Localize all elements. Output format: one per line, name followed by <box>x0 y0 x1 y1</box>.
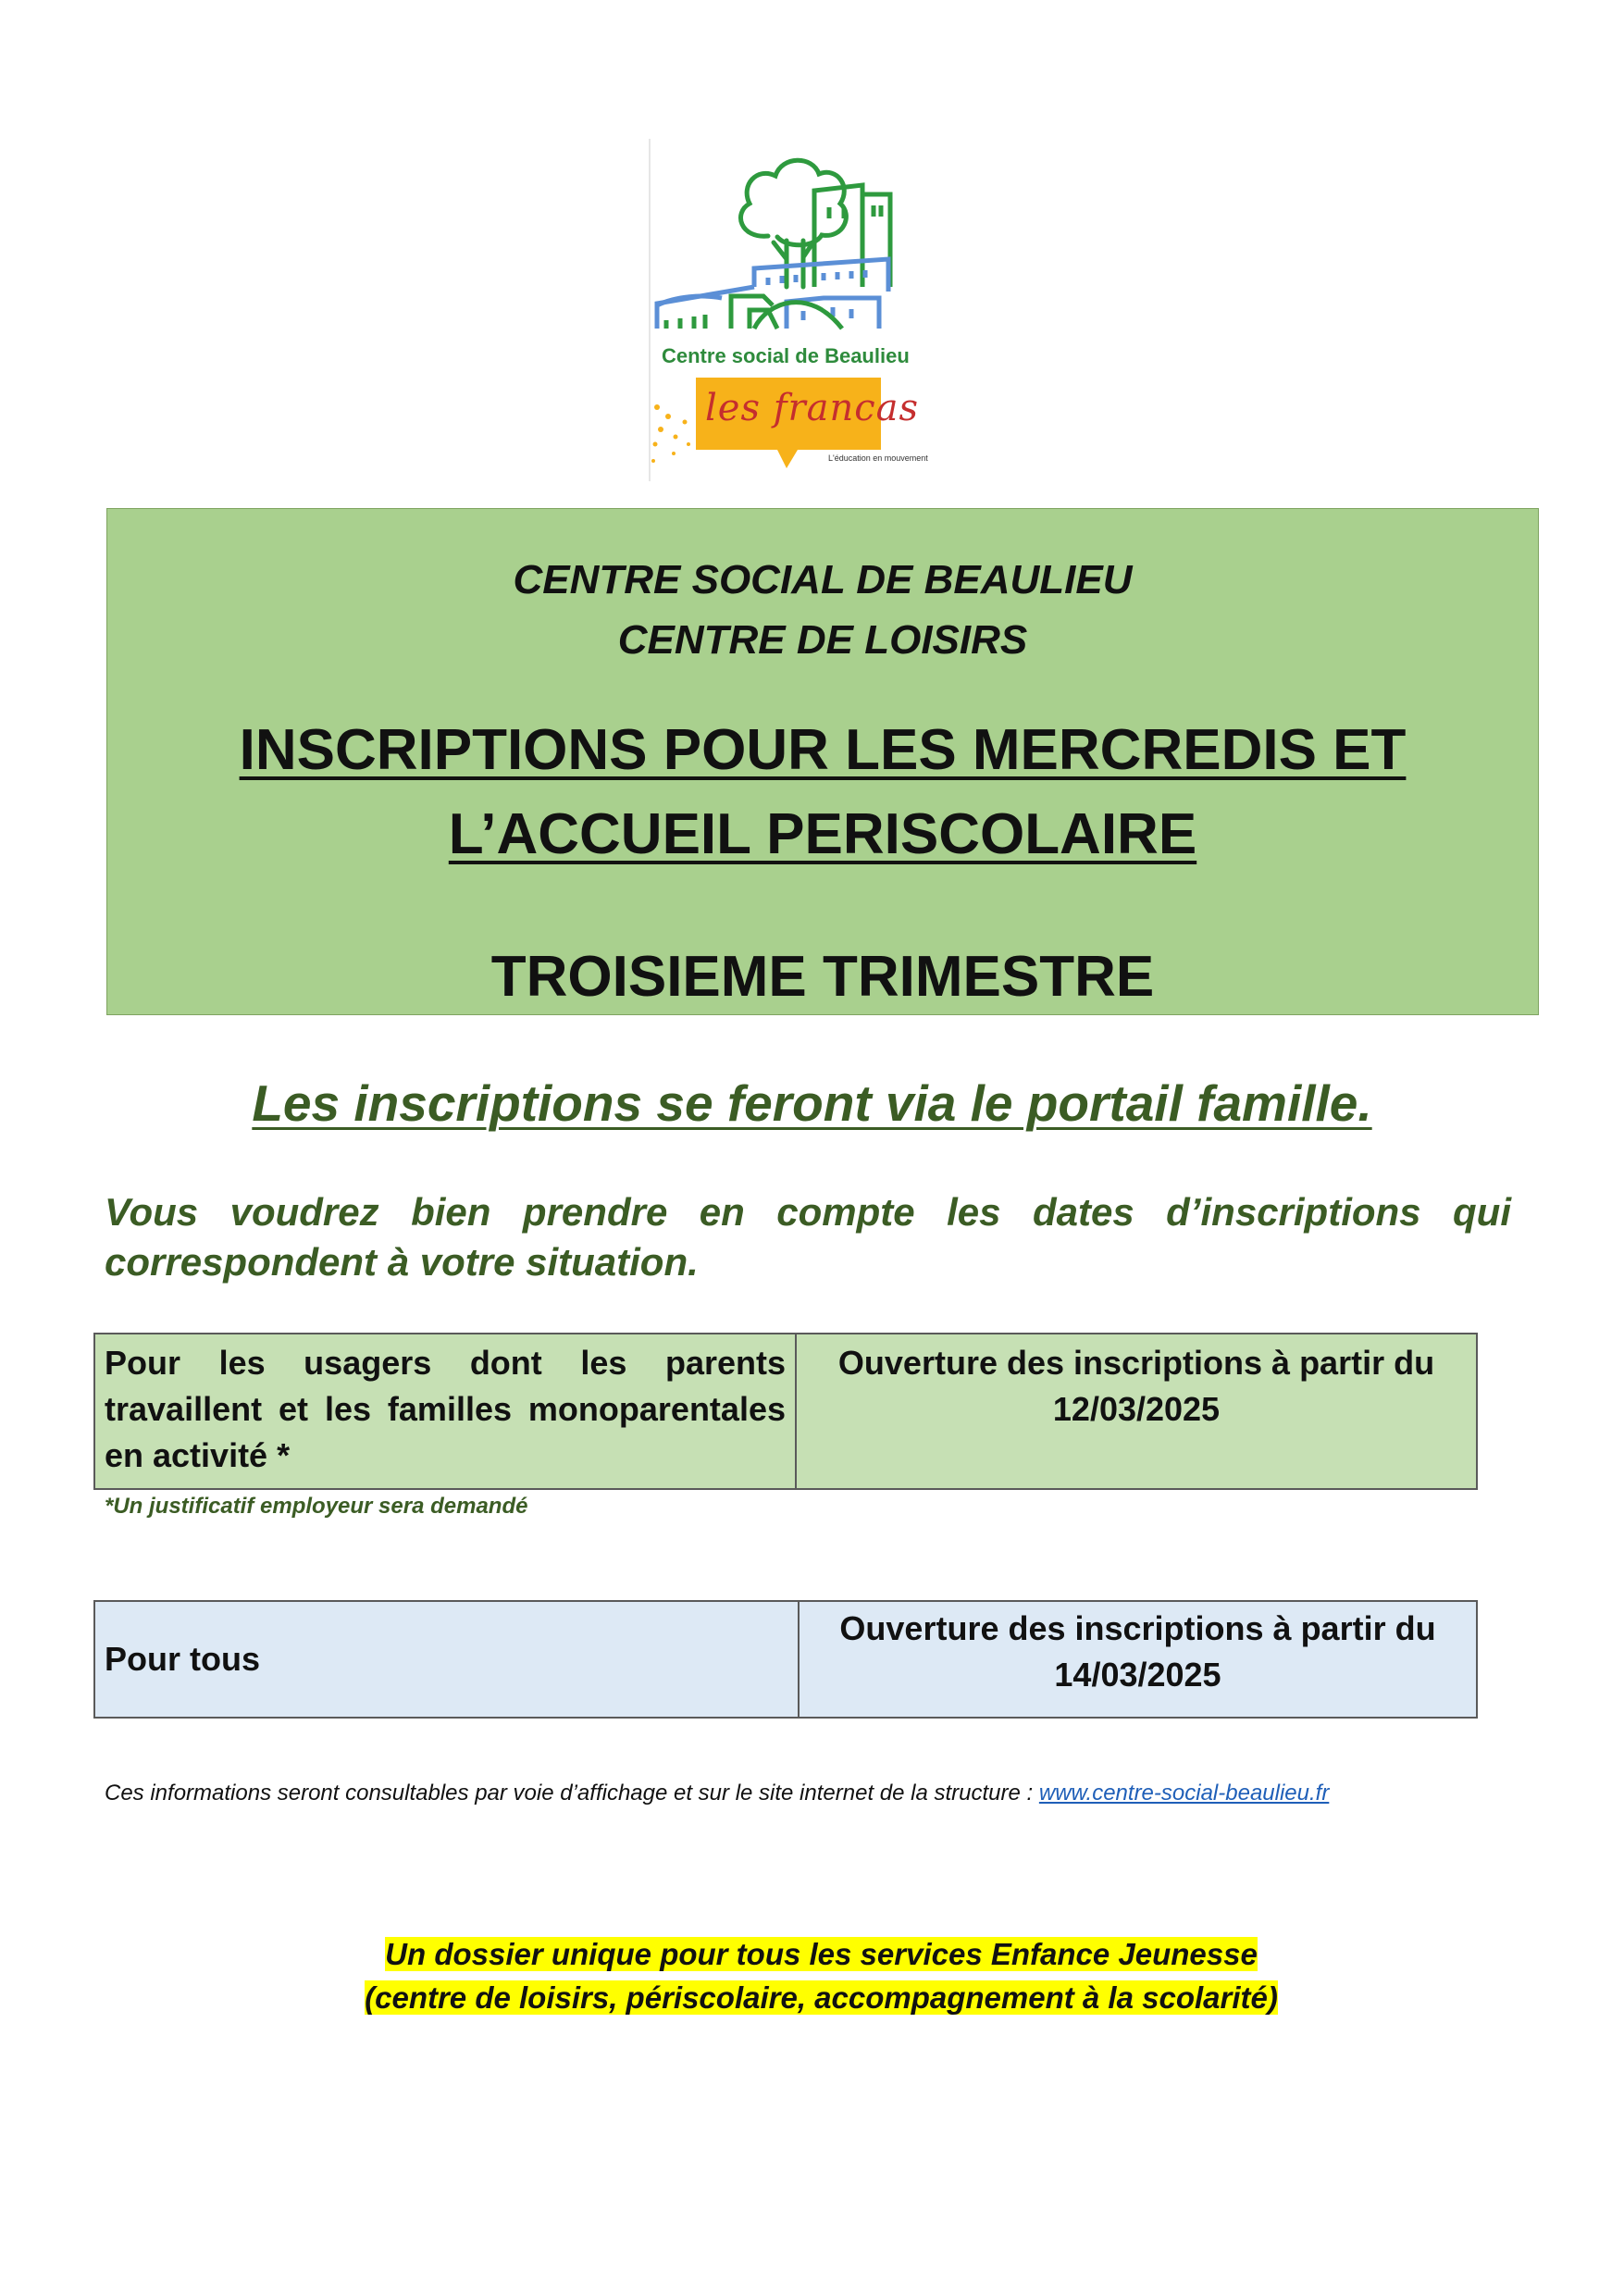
opening-cell <box>800 1602 1476 1717</box>
audience-cell <box>95 1602 800 1717</box>
highlight-note-line2: (centre de loisirs, périscolaire, accompagnement à la scolarité) <box>365 1980 1278 2015</box>
opening-label: Ouverture des inscriptions à partir du <box>837 1344 1435 1382</box>
header-organization: CENTRE SOCIAL DE BEAULIEU <box>513 557 1133 602</box>
highlight-note-line1-row <box>9 1937 1624 1972</box>
info-line <box>105 1781 1548 1806</box>
highlight-note-line2-row <box>9 1980 1624 2016</box>
highlight-note-line1: Un dossier unique pour tous les services Enfance Jeunesse <box>385 1937 1258 1971</box>
opening-date: 14/03/2025 <box>1054 1656 1221 1694</box>
header-term: TROISIEME TRIMESTRE <box>490 945 1155 1009</box>
schedule-table-everyone <box>93 1600 1478 1719</box>
schedule-table-working-parents <box>93 1333 1478 1490</box>
instruction-text: Vous voudrez bien prendre en compte les dates d’inscriptions qui correspondent à votre situation. <box>105 1190 1511 1284</box>
audience-text: Pour tous <box>105 1640 260 1678</box>
website-link[interactable]: www.centre-social-beaulieu.fr <box>1038 1781 1330 1806</box>
header-subtitle: CENTRE DE LOISIRS <box>617 617 1028 663</box>
logo-tagline: L'éducation en mouvement <box>828 453 928 463</box>
opening-cell <box>797 1334 1476 1488</box>
audience-cell <box>95 1334 797 1488</box>
audience-text: Pour les usagers dont les parents travaillent et les familles monoparentales en activité * <box>105 1344 786 1474</box>
logo-brand-name: les francas <box>705 387 920 429</box>
footnote: *Un justificatif employeur sera demandé <box>105 1494 528 1519</box>
header-title-line1: INSCRIPTIONS POUR LES MERCREDIS ET <box>239 718 1407 782</box>
opening-date: 12/03/2025 <box>1052 1390 1221 1428</box>
organization-logo <box>648 139 962 481</box>
header-title-line2: L’ACCUEIL PERISCOLAIRE <box>448 802 1197 866</box>
opening-label: Ouverture des inscriptions à partir du <box>839 1609 1436 1647</box>
portal-notice: Les inscriptions se feront via le portail famille. <box>252 1074 1372 1132</box>
logo-organization-name: Centre social de Beaulieu <box>662 344 910 367</box>
info-text: Ces informations seront consultables par voie d’affichage et sur le site internet de la structure : <box>105 1781 1039 1806</box>
header-box <box>106 508 1539 1015</box>
